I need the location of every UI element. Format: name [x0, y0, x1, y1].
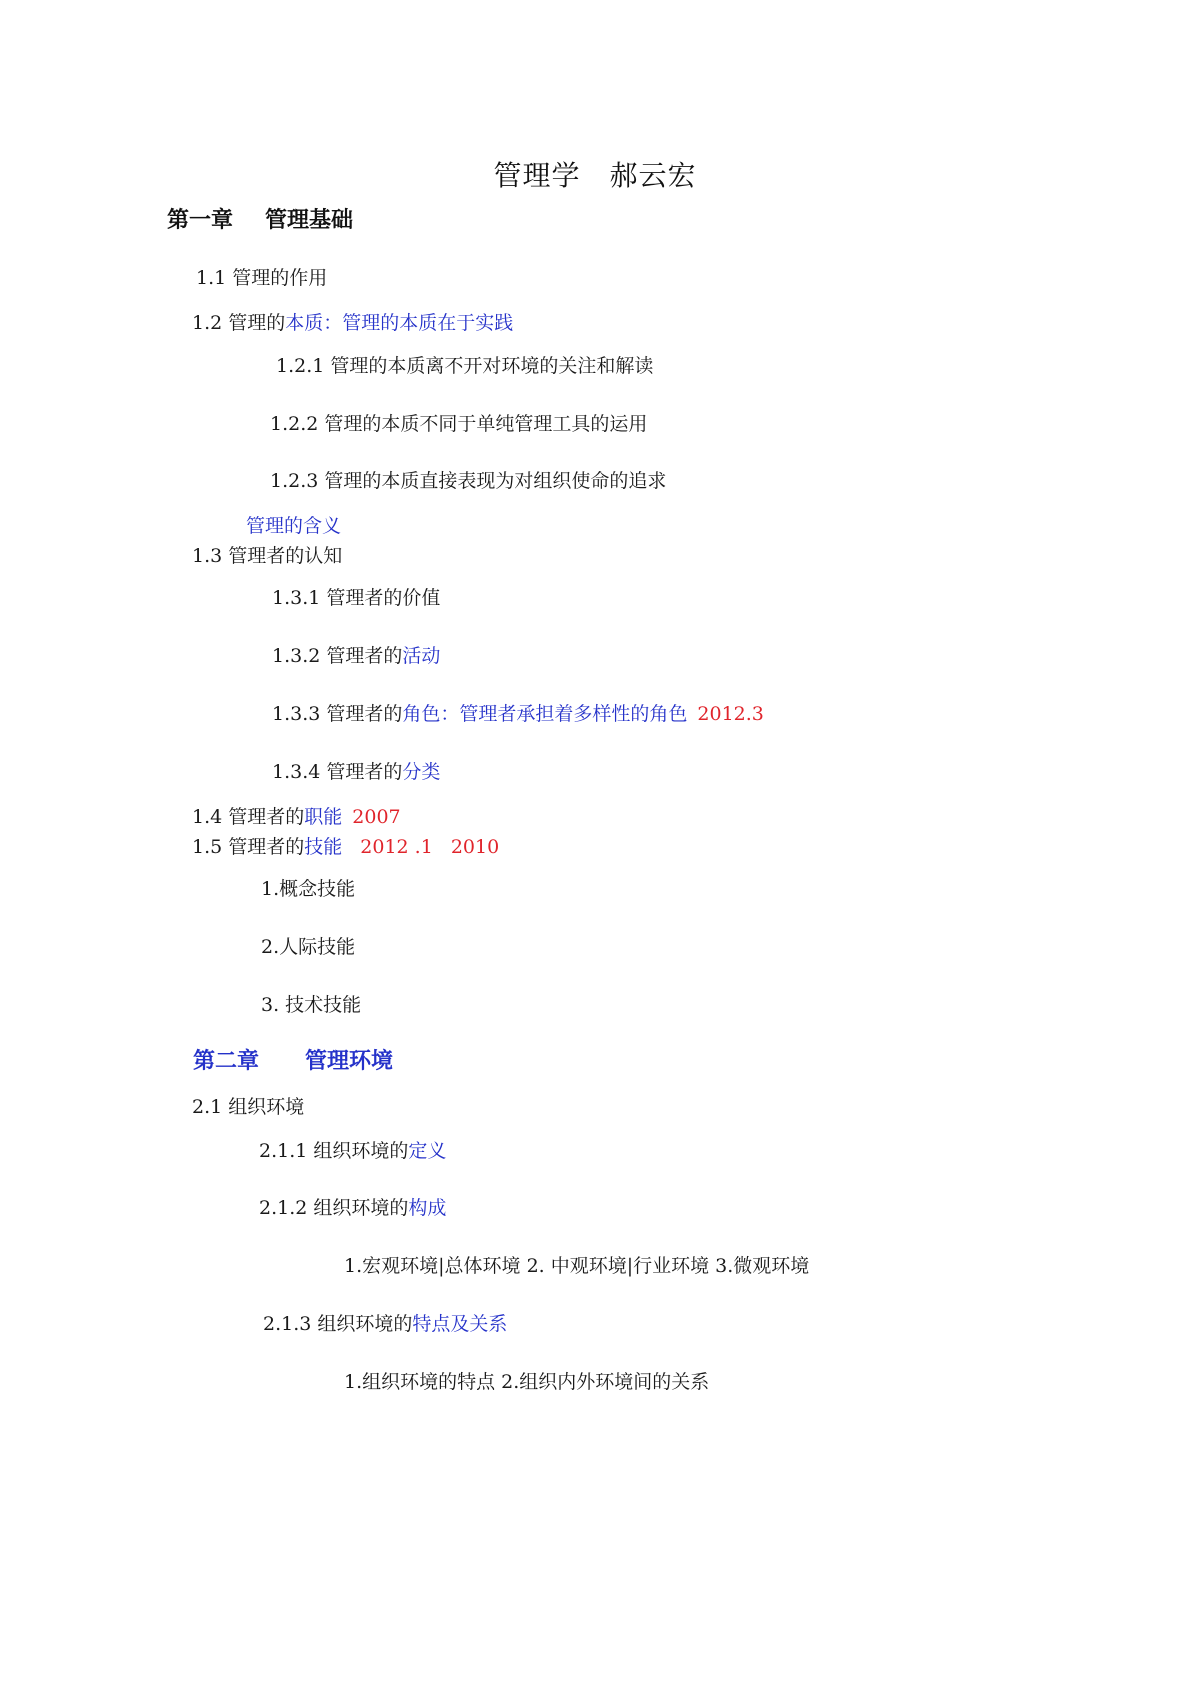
section-1-3-3-highlight: 角色：管理者承担着多样性的角色 [402, 703, 688, 725]
section-1-4-year: 2007 [352, 806, 401, 828]
chapter-2-heading [193, 1048, 393, 1076]
section-2-1-3 [263, 1312, 507, 1336]
section-2-1-1-highlight: 定义 [408, 1140, 447, 1162]
section-1-5-prefix: 1.5 管理者的 [192, 836, 305, 858]
section-1-3-4-prefix: 1.3.4 管理者的 [272, 761, 403, 783]
section-1-3-1: 1.3.1 管理者的价值 [272, 587, 441, 609]
chapter-1-number: 第一章 [167, 208, 234, 233]
section-1-5-highlight: 技能 [304, 836, 343, 858]
relationship-list: 1.组织环境的特点 2.组织内外环境间的关系 [344, 1371, 710, 1393]
section-2-1-3-highlight: 特点及关系 [412, 1313, 508, 1335]
section-1-1: 1.1 管理的作用 [196, 267, 328, 289]
section-1-2-2: 1.2.2 管理的本质不同于单纯管理工具的运用 [270, 413, 648, 435]
section-2-1: 2.1 组织环境 [192, 1096, 305, 1118]
section-1-4-prefix: 1.4 管理者的 [192, 806, 305, 828]
document-title: 管理学 郝云宏 [493, 159, 697, 192]
section-1-4 [192, 805, 401, 829]
section-1-3-3-prefix: 1.3.3 管理者的 [272, 703, 403, 725]
section-2-1-2 [259, 1196, 446, 1220]
chapter-2-number: 第二章 [193, 1049, 260, 1074]
skill-conceptual: 1.概念技能 [261, 878, 356, 900]
section-1-2-3: 1.2.3 管理的本质直接表现为对组织使命的追求 [270, 470, 667, 492]
section-1-3-2-prefix: 1.3.2 管理者的 [272, 645, 403, 667]
section-1-5-year-2: 2010 [450, 836, 500, 858]
section-1-3: 1.3 管理者的认知 [192, 545, 343, 567]
section-2-1-1 [259, 1139, 446, 1163]
section-1-3-2 [272, 644, 440, 668]
section-1-3-4-highlight: 分类 [402, 761, 441, 783]
section-1-5-year-1: 2012 .1 [360, 836, 433, 858]
section-1-3-3-year: 2012.3 [697, 703, 764, 725]
section-1-2-1: 1.2.1 管理的本质离不开对环境的关注和解读 [276, 355, 654, 377]
section-2-1-3-prefix: 2.1.3 组织环境的 [263, 1313, 413, 1335]
section-1-5 [192, 835, 499, 859]
section-1-3-3 [272, 702, 764, 726]
chapter-1-heading [167, 207, 353, 235]
section-2-1-1-prefix: 2.1.1 组织环境的 [259, 1140, 409, 1162]
skill-interpersonal: 2.人际技能 [261, 936, 356, 958]
chapter-2-name: 管理环境 [305, 1049, 394, 1074]
section-1-2-prefix: 1.2 管理的 [192, 312, 286, 334]
section-1-2-highlight: 本质：管理的本质在于实践 [285, 312, 514, 334]
environment-list: 1.宏观环境|总体环境 2. 中观环境|行业环境 3.微观环境 [344, 1255, 810, 1277]
section-2-1-2-highlight: 构成 [408, 1197, 447, 1219]
management-meaning: 管理的含义 [246, 515, 342, 537]
section-1-3-4 [272, 760, 440, 784]
skill-technical: 3. 技术技能 [261, 994, 362, 1016]
section-1-4-highlight: 职能 [304, 806, 343, 828]
section-1-2 [192, 311, 513, 335]
chapter-1-name: 管理基础 [265, 208, 354, 233]
section-1-3-2-highlight: 活动 [402, 645, 441, 667]
section-2-1-2-prefix: 2.1.2 组织环境的 [259, 1197, 409, 1219]
